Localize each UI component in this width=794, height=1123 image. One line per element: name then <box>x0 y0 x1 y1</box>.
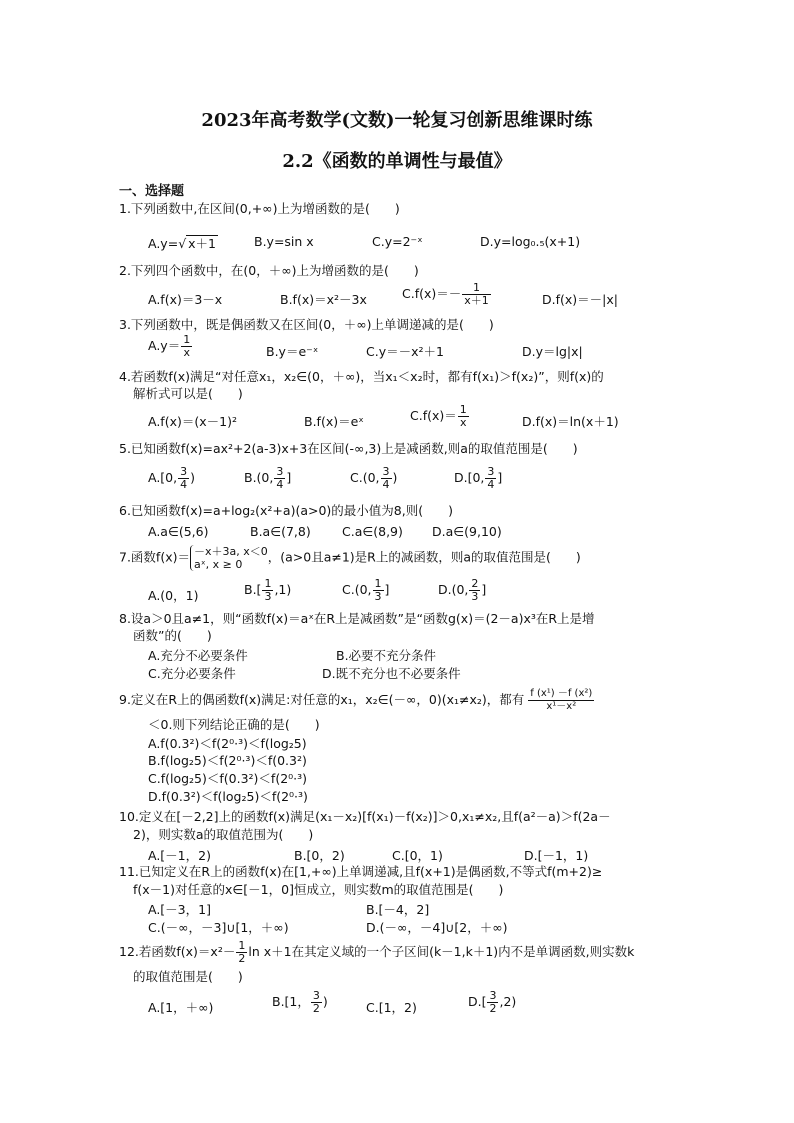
option-d: D.y＝lg|x| <box>522 344 583 359</box>
option-c: C.f(x)＝－ $\frac{1}{x+1}$ <box>402 281 489 307</box>
question-6-stem: 6.已知函数f(x)=a+log₂(x²+a)(a>0)的最小值为8,则( ) <box>119 503 453 518</box>
option-b: B.y=sin x <box>254 234 314 249</box>
question-1-stem: 1.下列函数中,在区间(0,+∞)上为增函数的是( ) <box>119 201 400 216</box>
option-a: A.[－3，1] <box>148 902 211 917</box>
question-9-option-b: B.f(log₂5)＜f(2⁰·³)＜f(0.3²) <box>148 753 307 768</box>
question-5-stem: 5.已知函数f(x)=ax²+2(a-3)x+3在区间(-∞,3)上是减函数,则a的取值范围是( ) <box>119 441 578 456</box>
question-9-option-c: C.f(log₂5)＜f(0.3²)＜f(2⁰·³) <box>148 771 308 786</box>
option-a: A.充分不必要条件 <box>148 648 248 663</box>
option-a: A.[0, $\frac{3}{4}$ ) <box>148 465 195 491</box>
option-b: B.f(x)＝x²－3x <box>280 292 367 307</box>
question-4-stem-line1: 4.若函数f(x)满足“对任意x₁，x₂∈(0，＋∞)，当x₁＜x₂时，都有f(x₁)＞f(x₂)”，则f(x)的 <box>119 369 604 384</box>
question-4-stem-line2: 解析式可以是( ) <box>133 386 243 401</box>
page-subtitle: 2.2《函数的单调性与最值》 <box>282 151 512 172</box>
option-d: D.[ $\frac{3}{2}$ ,2) <box>468 989 517 1015</box>
option-d: D.既不充分也不必要条件 <box>322 666 461 681</box>
option-c: C.(0, $\frac{3}{4}$ ) <box>350 465 398 491</box>
option-a: A.(0，1) <box>148 588 199 603</box>
question-8-stem-line2: 函数”的( ) <box>133 628 212 643</box>
option-a: A.[－1，2) <box>148 848 211 863</box>
option-b: B.(0, $\frac{3}{4}$ ] <box>244 465 292 491</box>
option-a: A.a∈(5,6) <box>148 524 209 539</box>
question-10-stem-line2: 2)，则实数a的取值范围为( ) <box>133 827 314 842</box>
option-d: D.(－∞，－4]∪[2，＋∞) <box>366 920 508 935</box>
option-d: D.f(x)＝ln(x＋1) <box>522 414 619 429</box>
option-d: D.a∈(9,10) <box>432 524 502 539</box>
option-b: B.f(x)＝eˣ <box>304 414 364 429</box>
question-9-stem-line2: ＜0.则下列结论正确的是( ) <box>148 717 320 732</box>
question-11-stem-line1: 11.已知定义在R上的函数f(x)在[1,+∞)上单调递减,且f(x+1)是偶函数,不等式f(m+2)≥ <box>119 864 603 879</box>
option-c: C.[0，1) <box>392 848 443 863</box>
option-a: A.[1，＋∞) <box>148 1000 214 1015</box>
question-9-option-d: D.f(0.3²)＜f(log₂5)＜f(2⁰·³) <box>148 789 308 804</box>
option-c: C.(0, $\frac{1}{3}$ ] <box>342 577 390 603</box>
question-9-option-a: A.f(0.3²)＜f(2⁰·³)＜f(log₂5) <box>148 736 307 751</box>
option-c: C.y＝－x²＋1 <box>366 344 444 359</box>
option-d: D.(0, $\frac{2}{3}$ ] <box>438 577 487 603</box>
option-c: C.[1，2) <box>366 1000 417 1015</box>
page-title: 2023年高考数学(文数)一轮复习创新思维课时练 <box>201 110 593 131</box>
option-d: D.[－1，1) <box>524 848 589 863</box>
question-7-stem: 7.函数f(x)＝ －x＋3a, x＜0 aˣ, x ≥ 0 ，(a>0且a≠1)是R上的减函数，则a的取值范围是( ) <box>119 545 581 571</box>
question-3-stem: 3.下列函数中，既是偶函数又在区间(0，＋∞)上单调递减的是( ) <box>119 317 494 332</box>
option-c: C.f(x)＝ $\frac{1}{x}$ <box>410 403 467 429</box>
option-b: B.[ $\frac{1}{3}$ ,1) <box>244 577 292 603</box>
option-d: D.[0, $\frac{3}{4}$ ] <box>454 465 503 491</box>
option-c: C.(－∞，－3]∪[1，＋∞) <box>148 920 289 935</box>
question-11-stem-line2: f(x－1)对任意的x∈[－1，0]恒成立，则实数m的取值范围是( ) <box>133 882 504 897</box>
question-12-stem-line1: 12.若函数f(x)＝x²－ $\frac{1}{2}$ ln x＋1在其定义域的一个子区间(k－1,k＋1)内不是单调函数,则实数k <box>119 939 635 965</box>
option-c: C.y=2⁻ˣ <box>372 234 423 249</box>
option-c: C.充分必要条件 <box>148 666 236 681</box>
question-10-stem-line1: 10.定义在[－2,2]上的函数f(x)满足(x₁－x₂)[f(x₁)－f(x₂)]＞0,x₁≠x₂,且f(a²－a)＞f(2a－ <box>119 809 611 824</box>
option-a: A.f(x)＝(x－1)² <box>148 414 237 429</box>
question-8-stem-line1: 8.设a＞0且a≠1，则“函数f(x)＝aˣ在R上是减函数”是“函数g(x)＝(2－a)x³在R上是增 <box>119 611 595 626</box>
option-c: C.a∈(8,9) <box>342 524 403 539</box>
option-b: B.[1， $\frac{3}{2}$ ) <box>272 989 328 1015</box>
option-b: B.[0，2) <box>294 848 345 863</box>
question-9-stem-line1: 9.定义在R上的偶函数f(x)满足:对任意的x₁，x₂∈(－∞，0)(x₁≠x₂)，都有 $\frac{\text{f (x¹) －f (x²)}}{\text{x¹－x²}}$ <box>119 688 593 712</box>
option-a: A.f(x)＝3－x <box>148 292 223 307</box>
option-d: D.y=log₀.₅(x+1) <box>480 234 581 249</box>
option-b: B.必要不充分条件 <box>336 648 437 663</box>
option-a: A.y=√ x＋1 <box>148 236 217 251</box>
option-d: D.f(x)＝－|x| <box>542 292 618 307</box>
option-a: A.y＝ $\frac{1}{x}$ <box>148 333 191 359</box>
question-12-stem-line2: 的取值范围是( ) <box>133 969 243 984</box>
option-b: B.[－4，2] <box>366 902 430 917</box>
option-b: B.y＝e⁻ˣ <box>266 344 319 359</box>
question-2-stem: 2.下列四个函数中，在(0，＋∞)上为增函数的是( ) <box>119 263 419 278</box>
section-heading: 一、选择题 <box>119 184 185 199</box>
option-b: B.a∈(7,8) <box>250 524 311 539</box>
